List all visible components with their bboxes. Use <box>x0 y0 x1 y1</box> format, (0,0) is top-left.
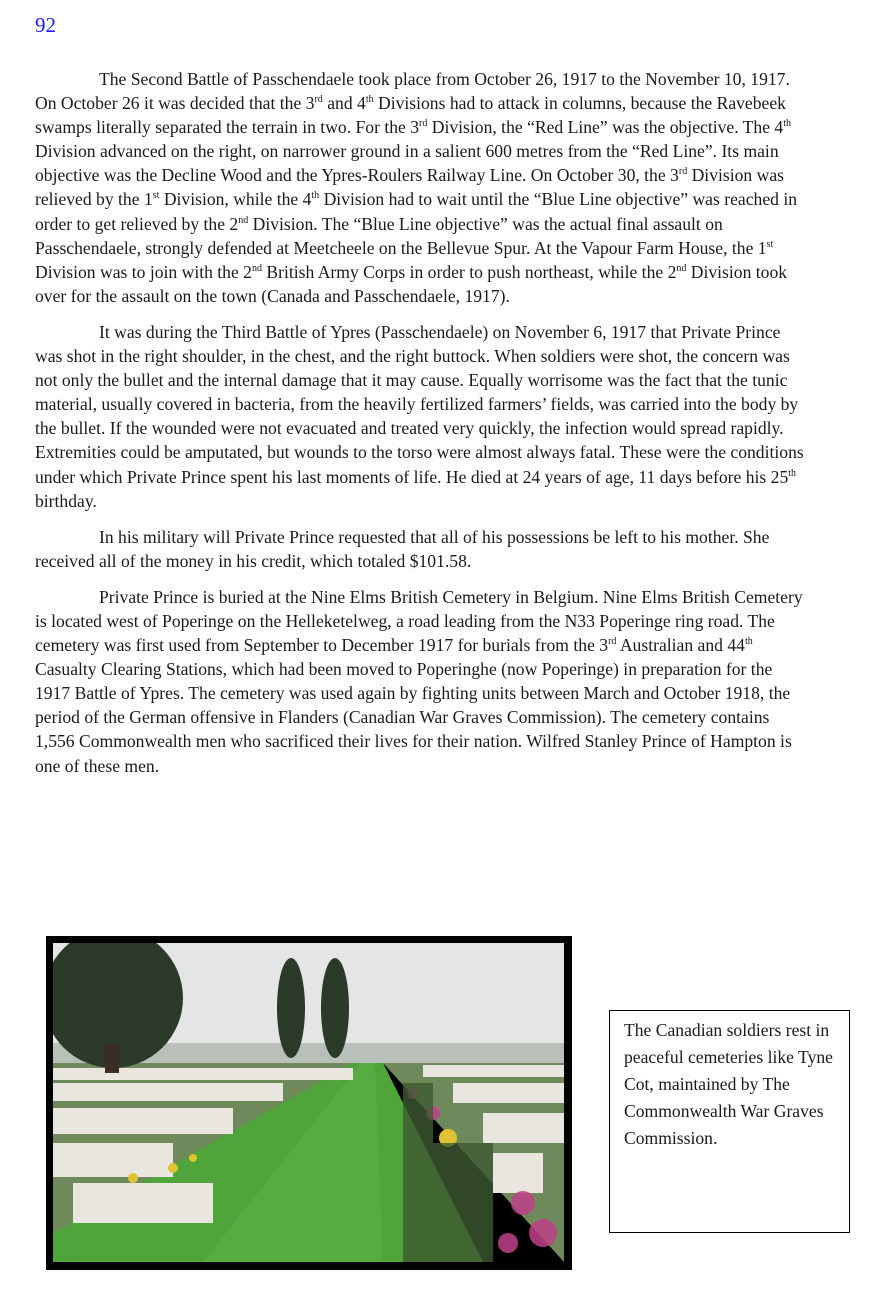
ordinal-suffix: th <box>783 118 792 130</box>
paragraph-burial: Private Prince is buried at the Nine Elms British Cemetery in Belgium. Nine Elms British Cemetery is located west of Poperinge on the Helleketelweg, a road leading from the N33 Poperinge ring road. The cemetery was first used from September to December 1917 for burials from the 3rd Australian and 44th Casualty Clearing Stations, which had been moved to Poperinghe (now Poperinge) in preparation for the 1917 Battle of Ypres. The cemetery was used again by fighting units between March and October 1918, the period of the German offensive in Flanders (Canadian War Graves Commission). The cemetery contains 1,556 Commonwealth men who sacrificed their lives for their nation. Wilfred Stanley Prince of Hampton is one of these men. <box>35 586 803 776</box>
photo-caption-box <box>609 1010 850 1233</box>
paragraph-second-battle: The Second Battle of Passchendaele took place from October 26, 1917 to the November 10, 1917. On October 26 it was decided that the 3rd and 4th Divisions had to attack in columns, because the Ravebeek swamps literally separated the terrain in two. For the 3rd Division, the “Red Line” was the objective. The 4th Division advanced on the right, on narrower ground in a salient 600 metres from the “Red Line”. Its main objective was the Decline Wood and the Ypres-Roulers Railway Line. On October 30, the 3rd Division was relieved by the 1st Division, while the 4th Division had to wait until the “Blue Line objective” was reached in order to get relieved by the 2nd Division. The “Blue Line objective” was the actual final assault on Passchendaele, strongly defended at Meetcheele on the Bellevue Spur. At the Vapour Farm House, the 1st Division was to join with the 2nd British Army Corps in order to push northeast, while the 2nd Division took over for the assault on the town (Canada and Passchendaele, 1917). <box>35 69 798 306</box>
paragraph-military-will: In his military will Private Prince requested that all of his possessions be left to his mother. She received all of the money in his credit, which totaled $101.58. <box>35 526 770 571</box>
ordinal-suffix: th <box>365 94 374 106</box>
ordinal-suffix: st <box>766 238 774 250</box>
paragraph-wounding: It was during the Third Battle of Ypres (Passchendaele) on November 6, 1917 that Private Prince was shot in the right shoulder, in the chest, and the right buttock. When soldiers were shot, the concern was not only the bullet and the internal damage that it may cause. Equally worrisome was the fact that the tunic material, usually covered in bacteria, from the heavily fertilized farmers’ fields, was carried into the body by the bullet. If the wounded were not evacuated and treated very quickly, the infection would spread rapidly. Extremities could be amputated, but wounds to the torso were almost always fatal. These were the conditions under which Private Prince spent his last moments of life. He died at 24 years of age, 11 days before his 25th birthday. <box>35 321 804 511</box>
ordinal-suffix: rd <box>678 166 688 178</box>
ordinal-suffix: nd <box>676 262 687 274</box>
ordinal-suffix: rd <box>419 118 428 130</box>
ordinal-suffix: nd <box>238 214 249 226</box>
page-number: 92 <box>35 13 56 37</box>
ordinal-suffix: th <box>311 190 320 202</box>
ordinal-suffix: th <box>788 467 797 479</box>
ordinal-suffix: rd <box>608 636 617 648</box>
photo-caption: The Canadian soldiers rest in peaceful cemeteries like Tyne Cot, maintained by The Commonwealth War Graves Commission. <box>624 1020 833 1148</box>
ordinal-suffix: rd <box>314 94 323 106</box>
ordinal-suffix: nd <box>251 262 262 274</box>
cemetery-photo <box>53 943 564 1262</box>
cemetery-photo-frame <box>46 936 572 1270</box>
ordinal-suffix: th <box>744 636 753 648</box>
body-text <box>35 67 805 790</box>
ordinal-suffix: st <box>152 190 160 202</box>
